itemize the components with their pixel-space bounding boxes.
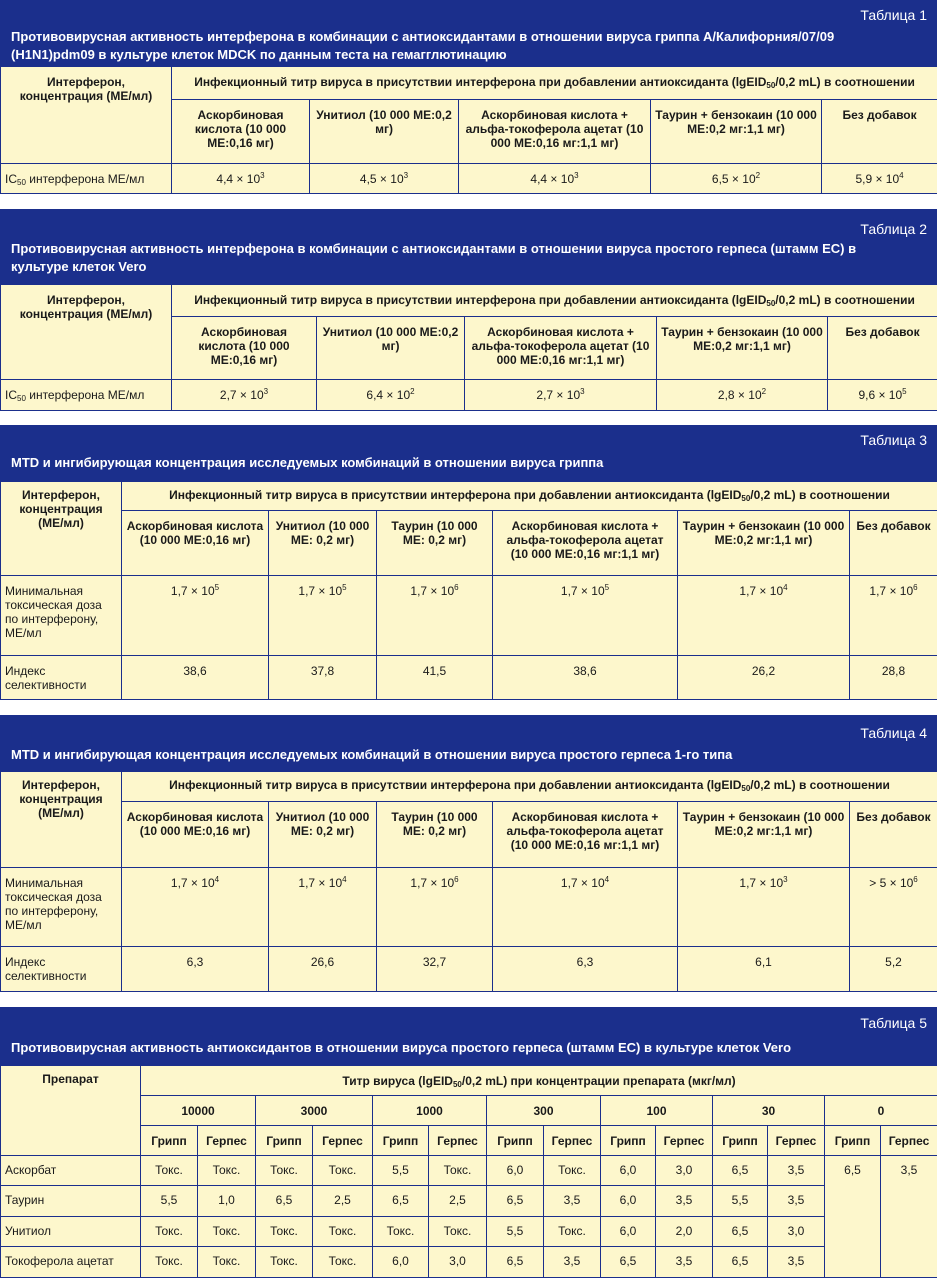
table-title: Противовирусная активность антиоксидантов в отношении вируса простого герпеса (штамм ЕС) в культуре клеток Vero (11, 1040, 792, 1055)
flu-header: Грипп (487, 1126, 544, 1156)
value-cell: 6,5 (713, 1217, 768, 1247)
exponent: 2 (761, 387, 767, 396)
exponent: 2 (755, 171, 761, 180)
value-cell: 3,5 (544, 1247, 601, 1278)
col-taurine: Таурин (10 000 МЕ: 0,2 мг) (377, 511, 493, 576)
value-cell (678, 868, 850, 947)
titer-label-end: /0,2 mL) в соотношении (750, 488, 890, 502)
table-row (1, 380, 937, 411)
mantissa: 6,5 × 10 (711, 172, 756, 186)
herpes-header: Герпес (768, 1126, 825, 1156)
col-unitiol: Унитиол (10 000 МЕ:0,2 мг) (310, 100, 459, 164)
value-cell: Токс. (256, 1247, 313, 1278)
value-cell: Токс. (198, 1217, 256, 1247)
value-cell (122, 576, 269, 656)
col-asc-toc: Аскорбиновая кислота + альфа-токоферола ацетат (10 000 МЕ:0,16 мг:1,1 мг) (465, 317, 657, 380)
value-cell: 26,2 (678, 656, 850, 700)
value-cell: 2,5 (429, 1186, 487, 1217)
exponent: 6 (913, 583, 918, 592)
col-ascorbic: Аскорбиновая кислота (10 000 МЕ:0,16 мг) (172, 317, 317, 380)
col-ascorbic: Аскорбиновая кислота (10 000 МЕ:0,16 мг) (172, 100, 310, 164)
mantissa: 4,4 × 10 (216, 172, 261, 186)
conc-header: 100 (601, 1096, 713, 1126)
ic50-post: интерферона МЕ/мл (25, 388, 145, 402)
col-unitiol: Унитиол (10 000 МЕ: 0,2 мг) (269, 802, 377, 868)
herpes-header: Герпес (656, 1126, 713, 1156)
value-cell (465, 380, 657, 411)
value-cell (678, 576, 850, 656)
value-cell (493, 576, 678, 656)
value-cell: 3,5 (768, 1156, 825, 1186)
conc-header: 0 (825, 1096, 937, 1126)
value-cell (377, 868, 493, 947)
exponent: 5 (604, 583, 610, 592)
col-none: Без добавок (828, 317, 937, 380)
table-row (1, 947, 937, 992)
titer-label: Инфекционный титр вируса в присутствии интерферона при добавлении антиоксиданта (lgEID (194, 293, 767, 307)
exponent: 3 (580, 387, 585, 396)
table-1-grid (0, 66, 937, 194)
value-cell: 3,0 (768, 1217, 825, 1247)
col-unitiol: Унитиол (10 000 МЕ: 0,2 мг) (269, 511, 377, 576)
ic50-sub: 50 (17, 394, 26, 403)
col-none: Без добавок (850, 511, 937, 576)
mantissa: 1,7 × 10 (560, 876, 605, 890)
value-cell: 6,5 (601, 1247, 656, 1278)
table-5-header (0, 1007, 937, 1065)
exponent: 3 (403, 171, 409, 180)
value-cell: Токс. (256, 1217, 313, 1247)
row-label: Токоферола ацетат (1, 1247, 141, 1278)
value-cell: 6,0 (601, 1156, 656, 1186)
value-cell: 5,5 (373, 1156, 429, 1186)
exponent: 4 (214, 875, 220, 884)
value-cell: 28,8 (850, 656, 937, 700)
table-4 (0, 715, 937, 992)
value-cell (172, 164, 310, 194)
value-cell: 3,0 (429, 1247, 487, 1278)
ic50-pre: IC (5, 388, 17, 402)
value-cell (310, 164, 459, 194)
value-cell: 3,5 (768, 1247, 825, 1278)
value-cell: 6,5 (256, 1186, 313, 1217)
mantissa: 1,7 × 10 (739, 584, 784, 598)
flu-header: Грипп (601, 1126, 656, 1156)
value-cell: Токс. (429, 1217, 487, 1247)
value-cell (172, 380, 317, 411)
exponent: 6 (913, 875, 918, 884)
titer-label: Инфекционный титр вируса в присутствии интерферона при добавлении антиоксиданта (lgEID (169, 778, 742, 792)
table-row (1, 164, 937, 194)
table-3 (0, 425, 937, 700)
mantissa: 1,7 × 10 (410, 876, 455, 890)
value-cell: 5,5 (141, 1186, 198, 1217)
table-2-header (0, 209, 937, 284)
col-asc-toc: Аскорбиновая кислота + альфа-токоферола ацетат (10 000 МЕ:0,16 мг:1,1 мг) (493, 802, 678, 868)
row-label: Унитиол (1, 1217, 141, 1247)
exponent: 3 (783, 875, 788, 884)
row-label-si: Индекс селективности (1, 947, 122, 992)
value-cell (269, 868, 377, 947)
exponent: 6 (454, 583, 459, 592)
value-cell: 3,5 (768, 1186, 825, 1217)
value-cell: 3,5 (544, 1186, 601, 1217)
titer-label-end: /0,2 mL) в соотношении (775, 75, 915, 89)
titer-label: Титр вируса (lgEID (342, 1074, 453, 1088)
exponent: 5 (902, 387, 907, 396)
flu-header: Грипп (713, 1126, 768, 1156)
titer-sub: 50 (741, 494, 751, 503)
value-cell: 5,2 (850, 947, 937, 992)
value-cell: 3,5 (656, 1247, 713, 1278)
row-label-mtd: Минимальная токсическая доза по интерферону, МЕ/мл (1, 868, 122, 947)
flu-header: Грипп (825, 1126, 881, 1156)
table-number: Таблица 5 (860, 1015, 927, 1031)
value-cell (459, 164, 651, 194)
flu-header: Грипп (256, 1126, 313, 1156)
col-taurine: Таурин (10 000 МЕ: 0,2 мг) (377, 802, 493, 868)
value-cell: 32,7 (377, 947, 493, 992)
table-number: Таблица 2 (860, 221, 927, 237)
exponent: 5 (342, 583, 347, 592)
value-cell: 5,5 (487, 1217, 544, 1247)
value-cell: Токс. (429, 1156, 487, 1186)
value-cell: Токс. (313, 1217, 373, 1247)
table-row (1, 1217, 937, 1247)
value-cell: 6,5 (487, 1247, 544, 1278)
col-taur-benz: Таурин + бензокаин (10 000 МЕ:0,2 мг:1,1 мг) (657, 317, 828, 380)
value-cell (850, 576, 937, 656)
value-cell (317, 380, 465, 411)
titer-label-end: /0,2 mL) при концентрации препарата (мкг/мл) (461, 1074, 736, 1088)
col-header-titer (141, 1066, 937, 1096)
value-cell (822, 164, 937, 194)
table-5-grid (0, 1065, 937, 1278)
value-cell: 6,5 (373, 1186, 429, 1217)
value-cell (657, 380, 828, 411)
table-number: Таблица 3 (860, 432, 927, 448)
table-number: Таблица 4 (860, 725, 927, 741)
col-taur-benz: Таурин + бензокаин (10 000 МЕ:0,2 мг:1,1 мг) (678, 511, 850, 576)
table-row (1, 868, 937, 947)
value-cell (828, 380, 937, 411)
titer-label-end: /0,2 mL) в соотношении (775, 293, 915, 307)
table-2 (0, 209, 937, 411)
exponent: 5 (214, 583, 220, 592)
col-header-prep: Препарат (1, 1066, 141, 1156)
value-cell: 3,5 (656, 1186, 713, 1217)
value-cell: Токс. (141, 1247, 198, 1278)
titer-label: Инфекционный титр вируса в присутствии интерферона при добавлении антиоксиданта (lgEID (169, 488, 742, 502)
col-taur-benz: Таурин + бензокаин (10 000 МЕ:0,2 мг:1,1 мг) (651, 100, 822, 164)
col-header-interferon: Интерферон, концентрация (МЕ/мл) (1, 67, 172, 164)
col-ascorbic: Аскорбиновая кислота (10 000 МЕ:0,16 мг) (122, 802, 269, 868)
value-cell: Токс. (141, 1217, 198, 1247)
row-label: Таурин (1, 1186, 141, 1217)
value-cell: 6,5 (487, 1186, 544, 1217)
value-cell (493, 868, 678, 947)
value-cell: 26,6 (269, 947, 377, 992)
mantissa: 1,7 × 10 (560, 584, 605, 598)
value-cell (850, 868, 937, 947)
table-5 (0, 1007, 937, 1278)
value-cell: 6,0 (373, 1247, 429, 1278)
herpes-header: Герпес (313, 1126, 373, 1156)
value-cell: 5,5 (713, 1186, 768, 1217)
flu-header: Грипп (373, 1126, 429, 1156)
conc-header: 30 (713, 1096, 825, 1126)
value-cell: 1,0 (198, 1186, 256, 1217)
value-cell (377, 576, 493, 656)
mantissa: 5,9 × 10 (855, 172, 900, 186)
mantissa: 1,7 × 10 (170, 584, 215, 598)
titer-sub: 50 (452, 1080, 462, 1089)
value-cell: Токс. (141, 1156, 198, 1186)
value-cell: 6,3 (122, 947, 269, 992)
table-row (1, 576, 937, 656)
mantissa: 2,8 × 10 (717, 388, 762, 402)
ic50-post: интерферона МЕ/мл (25, 172, 145, 186)
table-4-grid (0, 771, 937, 992)
col-header-titer (172, 285, 937, 317)
mantissa: 2,7 × 10 (219, 388, 264, 402)
col-asc-toc: Аскорбиновая кислота + альфа-токоферола ацетат (10 000 МЕ:0,16 мг:1,1 мг) (493, 511, 678, 576)
table-row (1, 1156, 937, 1186)
mantissa: 1,7 × 10 (298, 876, 343, 890)
table-3-header (0, 425, 937, 481)
value-cell: 3,0 (656, 1156, 713, 1186)
row-label-ic50 (1, 380, 172, 411)
exponent: 3 (260, 171, 265, 180)
titer-label-end: /0,2 mL) в соотношении (750, 778, 890, 792)
flu-header: Грипп (141, 1126, 198, 1156)
table-2-grid (0, 284, 937, 411)
col-header-interferon: Интерферон, концентрация (МЕ/мл) (1, 772, 122, 868)
col-ascorbic: Аскорбиновая кислота (10 000 МЕ:0,16 мг) (122, 511, 269, 576)
mantissa: 1,7 × 10 (739, 876, 784, 890)
exponent: 6 (454, 875, 459, 884)
value-cell: Токс. (256, 1156, 313, 1186)
value-cell: Токс. (544, 1156, 601, 1186)
table-row (1, 1247, 937, 1278)
value-cell (269, 576, 377, 656)
mantissa: 1,7 × 10 (298, 584, 343, 598)
titer-sub: 50 (766, 299, 776, 308)
value-cell: 38,6 (122, 656, 269, 700)
col-header-titer (122, 772, 937, 802)
ic50-pre: IC (5, 172, 17, 186)
col-taur-benz: Таурин + бензокаин (10 000 МЕ:0,2 мг:1,1 мг) (678, 802, 850, 868)
table-title: MTD и ингибирующая концентрация исследуемых комбинаций в отношении вируса гриппа (11, 455, 604, 470)
value-cell (122, 868, 269, 947)
exponent: 3 (263, 387, 269, 396)
exponent: 4 (604, 875, 610, 884)
titer-sub: 50 (741, 784, 751, 793)
herpes-header: Герпес (544, 1126, 601, 1156)
mantissa: > 5 × 10 (869, 876, 914, 890)
exponent: 3 (574, 171, 579, 180)
value-cell: 6,0 (487, 1156, 544, 1186)
col-header-titer (172, 67, 937, 100)
mantissa: 6,4 × 10 (366, 388, 411, 402)
table-title: MTD и ингибирующая концентрация исследуемых комбинаций в отношении вируса простого герпеса 1-го типа (11, 747, 733, 762)
table-row (1, 656, 937, 700)
conc-header: 300 (487, 1096, 601, 1126)
value-cell: Токс. (544, 1217, 601, 1247)
mantissa: 1,7 × 10 (170, 876, 215, 890)
col-none: Без добавок (822, 100, 937, 164)
table-3-grid (0, 481, 937, 700)
table-row (1, 1186, 937, 1217)
table-number: Таблица 1 (860, 7, 927, 23)
zero-flu-cell: 6,5 (825, 1156, 881, 1278)
value-cell: 2,5 (313, 1186, 373, 1217)
value-cell: Токс. (313, 1156, 373, 1186)
value-cell: 41,5 (377, 656, 493, 700)
row-label-mtd: Минимальная токсическая доза по интерферону, МЕ/мл (1, 576, 122, 656)
mantissa: 1,7 × 10 (869, 584, 914, 598)
exponent: 4 (342, 875, 347, 884)
value-cell: Токс. (313, 1247, 373, 1278)
col-header-titer (122, 482, 937, 511)
col-none: Без добавок (850, 802, 937, 868)
value-cell (651, 164, 822, 194)
row-label-si: Индекс селективности (1, 656, 122, 700)
mantissa: 9,6 × 10 (858, 388, 903, 402)
row-label-ic50 (1, 164, 172, 194)
conc-header: 3000 (256, 1096, 373, 1126)
row-label: Аскорбат (1, 1156, 141, 1186)
col-unitiol: Унитиол (10 000 МЕ:0,2 мг) (317, 317, 465, 380)
col-header-interferon: Интерферон, концентрация (МЕ/мл) (1, 285, 172, 380)
titer-label: Инфекционный титр вируса в присутствии интерферона при добавлении антиоксиданта (lgEID (194, 75, 767, 89)
exponent: 4 (899, 171, 904, 180)
conc-header: 1000 (373, 1096, 487, 1126)
value-cell: Токс. (198, 1156, 256, 1186)
col-asc-toc: Аскорбиновая кислота + альфа-токоферола ацетат (10 000 МЕ:0,16 мг:1,1 мг) (459, 100, 651, 164)
value-cell: 2,0 (656, 1217, 713, 1247)
mantissa: 4,5 × 10 (359, 172, 404, 186)
table-title: Противовирусная активность интерферона в комбинации с антиоксидантами в отношении вируса простого герпеса (штамм ЕС) в культуре клеток Vero (11, 241, 857, 274)
col-header-interferon: Интерферон, концентрация (МЕ/мл) (1, 482, 122, 576)
value-cell: 38,6 (493, 656, 678, 700)
value-cell: 6,5 (713, 1156, 768, 1186)
table-1 (0, 0, 937, 194)
value-cell: Токс. (373, 1217, 429, 1247)
herpes-header: Герпес (429, 1126, 487, 1156)
titer-sub: 50 (766, 81, 776, 90)
exponent: 2 (410, 387, 415, 396)
mantissa: 2,7 × 10 (536, 388, 581, 402)
exponent: 4 (783, 583, 788, 592)
value-cell: 6,0 (601, 1217, 656, 1247)
value-cell: 6,5 (713, 1247, 768, 1278)
zero-herpes-cell: 3,5 (881, 1156, 937, 1278)
herpes-header: Герпес (198, 1126, 256, 1156)
value-cell: 6,1 (678, 947, 850, 992)
table-title: Противовирусная активность интерферона в комбинации с антиоксидантами в отношении вируса гриппа А/Калифорния/07/09 (H1N1)pdm09 в культуре клеток MDCK по данным теста на гемагглютинацию (11, 29, 835, 62)
value-cell: Токс. (198, 1247, 256, 1278)
conc-header: 10000 (141, 1096, 256, 1126)
value-cell: 37,8 (269, 656, 377, 700)
value-cell: 6,3 (493, 947, 678, 992)
ic50-sub: 50 (17, 178, 26, 187)
table-1-header (0, 0, 937, 66)
herpes-header: Герпес (881, 1126, 937, 1156)
table-4-header (0, 715, 937, 771)
value-cell: 6,0 (601, 1186, 656, 1217)
mantissa: 4,4 × 10 (530, 172, 575, 186)
mantissa: 1,7 × 10 (410, 584, 455, 598)
